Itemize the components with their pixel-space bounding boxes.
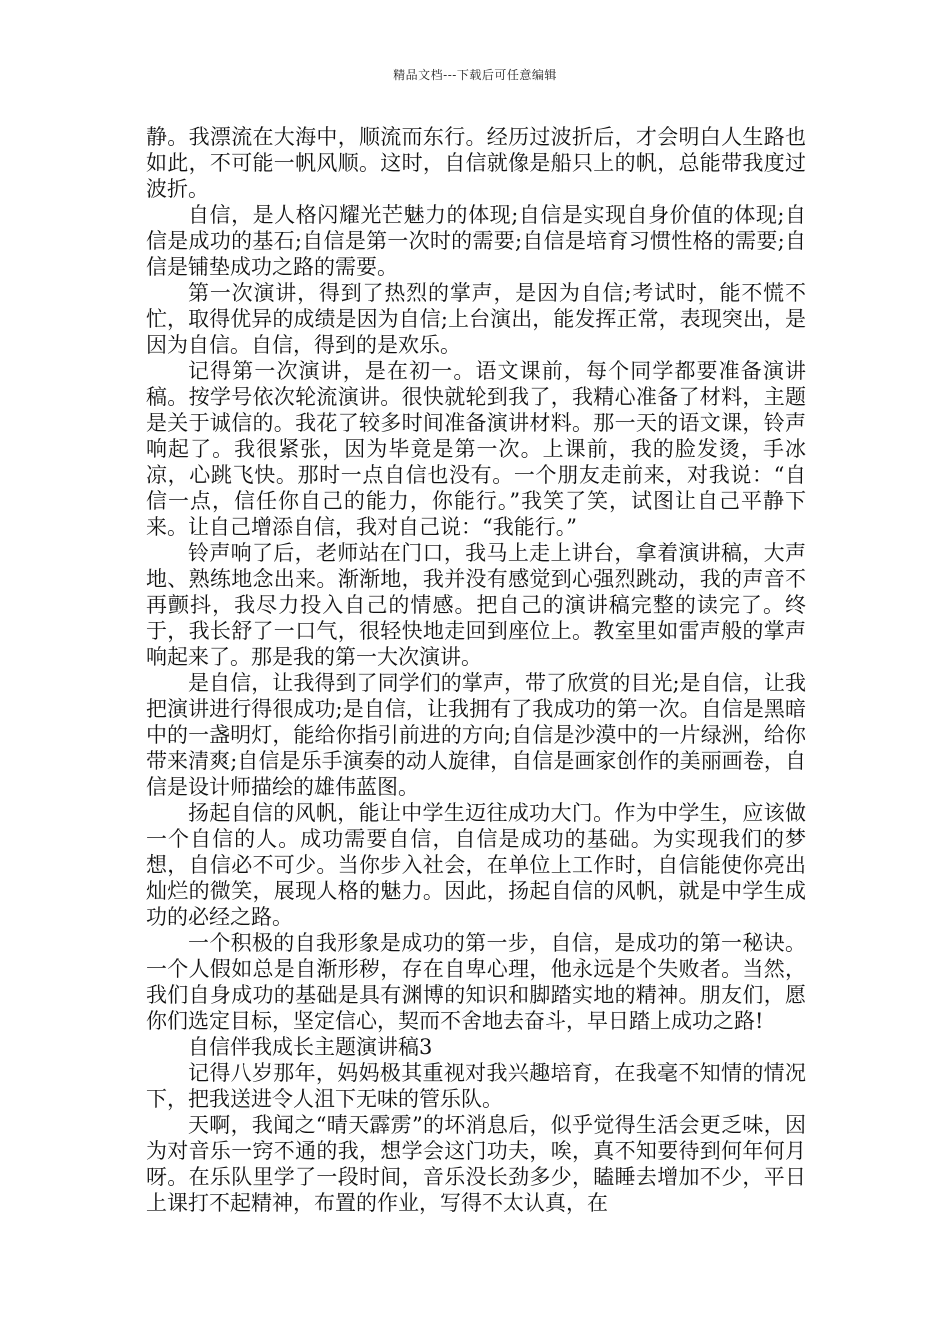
paragraph: 静。我漂流在大海中，顺流而东行。经历过波折后，才会明白人生路也如此，不可能一帆风顺。这时，自信就像是船只上的帆，总能带我度过波折。	[146, 125, 806, 201]
paragraph: 铃声响了后，老师站在门口，我马上走上讲台，拿着演讲稿，大声地、熟练地念出来。渐渐地，我并没有感觉到心强烈跳动，我的声音不再颤抖，我尽力投入自己的情感。把自己的演讲稿完整的读完了。终于，我长舒了一口气，很轻快地走回到座位上。教室里如雷声般的掌声响起来了。那是我的第一大次演讲。	[146, 541, 806, 669]
page-header: 精品文档---下载后可任意编辑	[393, 68, 557, 82]
paragraph: 记得八岁那年，妈妈极其重视对我兴趣培育，在我毫不知情的情况下，把我送进令人沮下无味的管乐队。	[146, 1061, 806, 1111]
paragraph: 扬起自信的风帆，能让中学生迈往成功大门。作为中学生，应该做一个自信的人。成功需要自信，自信是成功的基础。为实现我们的梦想，自信必不可少。当你步入社会，在单位上工作时，自信能使你亮出灿烂的微笑，展现人格的魅力。因此，扬起自信的风帆，就是中学生成功的必经之路。	[146, 801, 806, 929]
paragraph: 天啊，我闻之“晴天霹雳”的坏消息后，似乎觉得生活会更乏味，因为对音乐一窍不通的我，想学会这门功夫，唉，真不知要待到何年何月呀。在乐队里学了一段时间，音乐没长劲多少，瞌睡去增加不少，平日上课打不起精神，布置的作业，写得不太认真，在	[146, 1113, 806, 1215]
paragraph: 第一次演讲，得到了热烈的掌声，是因为自信;考试时，能不慌不忙，取得优异的成绩是因为自信;上台演出，能发挥正常，表现突出，是因为自信。自信，得到的是欢乐。	[146, 281, 806, 357]
paragraph: 自信，是人格闪耀光芒魅力的体现;自信是实现自身价值的体现;自信是成功的基石;自信是第一次时的需要;自信是培育习惯性格的需要;自信是铺垫成功之路的需要。	[146, 203, 806, 279]
paragraph: 一个积极的自我形象是成功的第一步，自信，是成功的第一秘诀。一个人假如总是自渐形秽，存在自卑心理，他永远是个失败者。当然，我们自身成功的基础是具有渊博的知识和脚踏实地的精神。朋友们，愿你们选定目标，坚定信心，契而不舍地去奋斗，早日踏上成功之路!	[146, 931, 806, 1033]
paragraph: 记得第一次演讲，是在初一。语文课前，每个同学都要准备演讲稿。按学号依次轮流演讲。很快就轮到我了，我精心准备了材料，主题是关于诚信的。我花了较多时间准备演讲材料。那一天的语文课，铃声响起了。我很紧张，因为毕竟是第一次。上课前，我的脸发烫，手冰凉，心跳飞快。那时一点自信也没有。一个朋友走前来，对我说：“自信一点，信任你自己的能力，你能行。”我笑了笑，试图让自己平静下来。让自己增添自信，我对自己说：“我能行。”	[146, 359, 806, 539]
paragraph: 是自信，让我得到了同学们的掌声，带了欣赏的目光;是自信，让我把演讲进行得很成功;是自信，让我拥有了我成功的第一次。自信是黑暗中的一盏明灯，能给你指引前进的方向;自信是沙漠中的一片绿洲，给你带来清爽;自信是乐手演奏的动人旋律，自信是画家创作的美丽画卷，自信是设计师描绘的雄伟蓝图。	[146, 671, 806, 799]
section-heading: 自信伴我成长主题演讲稿3	[188, 1035, 433, 1059]
document-body	[146, 124, 806, 1216]
